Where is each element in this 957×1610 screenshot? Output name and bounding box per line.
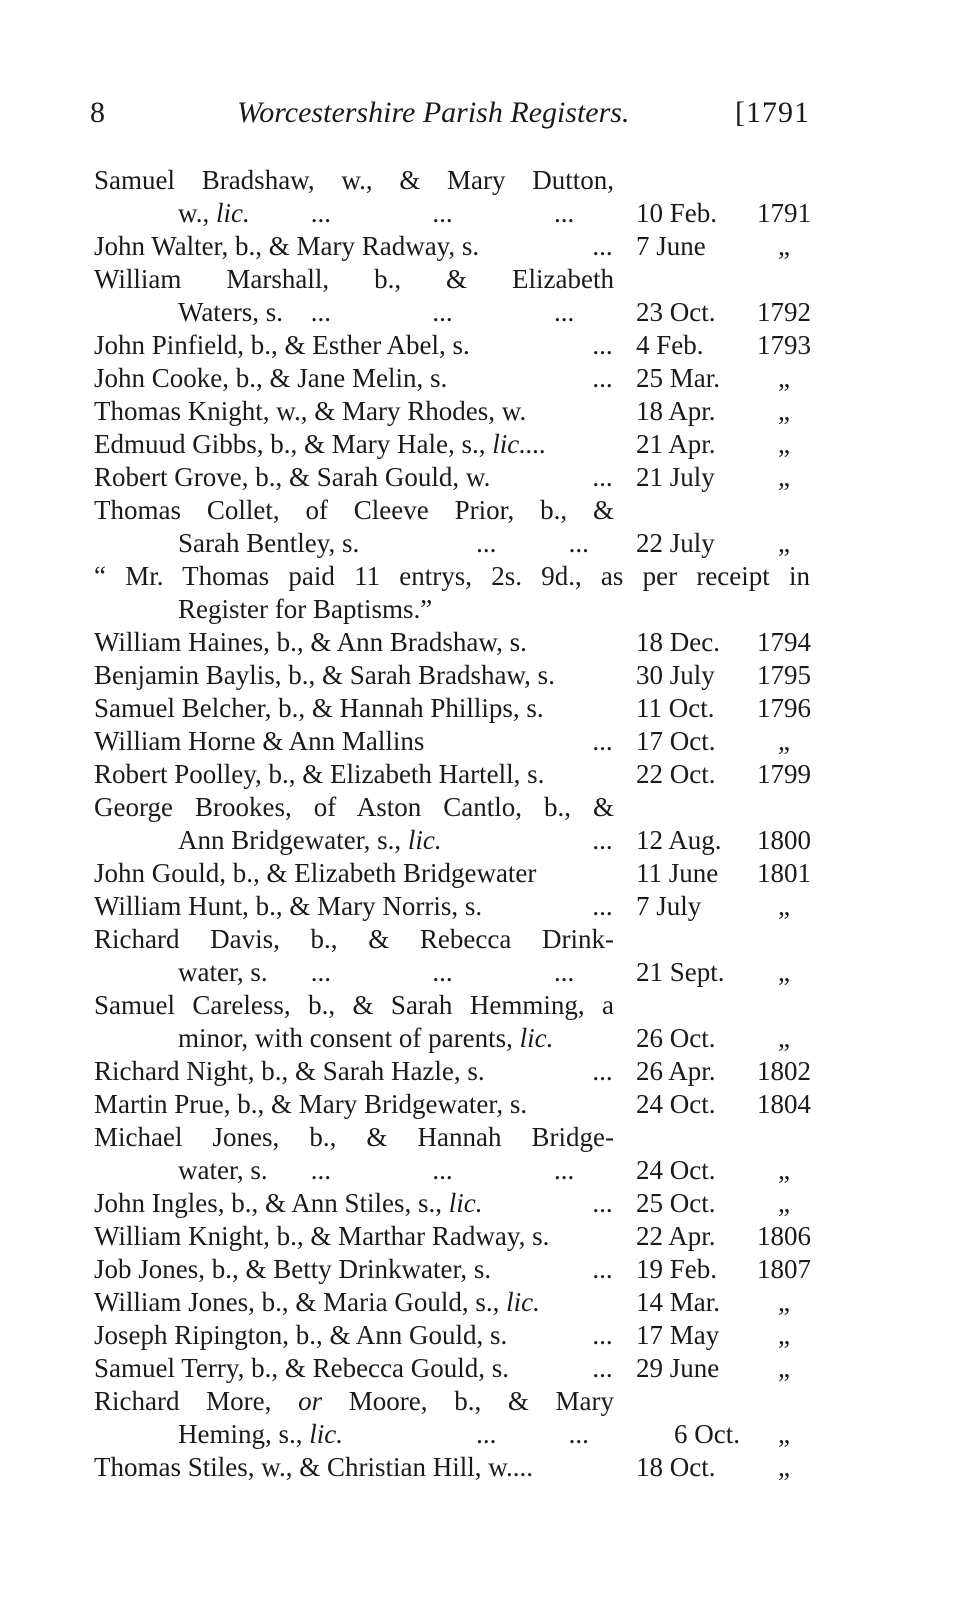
- entry-line: [0, 1252, 957, 1286]
- entry-line: [0, 757, 957, 791]
- entry-date: 25 Mar.: [636, 363, 720, 393]
- entry-names: Richard Davis, b., & Rebecca Drink-: [94, 924, 614, 954]
- entry-line: [0, 229, 957, 263]
- entry-line: [0, 1219, 957, 1253]
- entry-date: 11 Oct.: [636, 693, 715, 723]
- entry-year: 1791: [757, 198, 811, 228]
- entry-names: William Horne & Ann Mallins: [94, 726, 425, 756]
- entry-line: [0, 823, 957, 857]
- entry-names: Edmuud Gibbs, b., & Mary Hale, s., lic....: [94, 429, 547, 459]
- entry-year: „: [778, 1452, 790, 1482]
- entry-names: Samuel Belcher, b., & Hannah Phillips, s.: [94, 693, 544, 723]
- entry-date: 18 Dec.: [636, 627, 720, 657]
- leader-dots: ...: [592, 1188, 613, 1218]
- entry-date: 19 Feb.: [636, 1254, 717, 1284]
- entry-year: „: [778, 462, 790, 492]
- entry-date: 7 June: [636, 231, 706, 261]
- running-title: Worcestershire Parish Registers.: [237, 96, 630, 129]
- leader-dots: ...: [592, 1254, 613, 1284]
- entry-year: „: [778, 1155, 790, 1185]
- entry-names-cont: Ann Bridgewater, s., lic.: [178, 825, 442, 855]
- entry-date: 18 Apr.: [636, 396, 716, 426]
- entry-year: „: [778, 1287, 790, 1317]
- entry-names: William Marshall, b., & Elizabeth: [94, 264, 614, 294]
- entry-names: William Jones, b., & Maria Gould, s., lic.: [94, 1287, 540, 1317]
- leader-dots: ...: [592, 726, 613, 756]
- entry-year: 1793: [757, 330, 811, 360]
- entry-names: Job Jones, b., & Betty Drinkwater, s.: [94, 1254, 492, 1284]
- entry-date: 22 July: [636, 528, 715, 558]
- leader-dots: ... ... ...: [310, 957, 575, 987]
- entry-names-cont: Waters, s.: [178, 297, 284, 327]
- entry-line: [0, 724, 957, 758]
- leader-dots: ...: [592, 462, 613, 492]
- entry-year: „: [778, 1188, 790, 1218]
- entry-line: [0, 163, 957, 197]
- entry-line: [0, 295, 957, 329]
- entry-names: Richard Night, b., & Sarah Hazle, s.: [94, 1056, 485, 1086]
- entry-year: „: [778, 528, 790, 558]
- entry-line: [0, 526, 957, 560]
- entry-names: John Cooke, b., & Jane Melin, s.: [94, 363, 448, 393]
- entry-line: [0, 1285, 957, 1319]
- entry-names: Joseph Ripington, b., & Ann Gould, s.: [94, 1320, 508, 1350]
- entry-line: [0, 1054, 957, 1088]
- entry-line: [0, 889, 957, 923]
- leader-dots: ... ...: [476, 1419, 589, 1449]
- leader-dots: ... ... ...: [310, 198, 575, 228]
- entry-date: 24 Oct.: [636, 1155, 716, 1185]
- entry-date: 4 Feb.: [636, 330, 704, 360]
- entry-line: [0, 1351, 957, 1385]
- entry-date: 17 May: [636, 1320, 720, 1350]
- entry-names-cont: Sarah Bentley, s.: [178, 528, 360, 558]
- entry-names: Benjamin Baylis, b., & Sarah Bradshaw, s.: [94, 660, 555, 690]
- entry-names: Samuel Careless, b., & Sarah Hemming, a: [94, 990, 614, 1020]
- entry-year: 1807: [757, 1254, 811, 1284]
- entry-year: 1806: [757, 1221, 811, 1251]
- leader-dots: ... ...: [476, 528, 589, 558]
- entry-date: 21 Sept.: [636, 957, 725, 987]
- entry-year: „: [778, 1320, 790, 1350]
- entry-names: Thomas Stiles, w., & Christian Hill, w....: [94, 1452, 533, 1482]
- entry-year: 1796: [757, 693, 811, 723]
- entry-year: 1799: [757, 759, 811, 789]
- entry-year: 1792: [757, 297, 811, 327]
- entry-line: [0, 1120, 957, 1154]
- entry-date: 11 June: [636, 858, 719, 888]
- entry-names: Samuel Terry, b., & Rebecca Gould, s.: [94, 1353, 510, 1383]
- entry-date: 29 June: [636, 1353, 720, 1383]
- leader-dots: ...: [592, 330, 613, 360]
- entry-line: [0, 460, 957, 494]
- leader-dots: ...: [592, 1056, 613, 1086]
- entry-date: 25 Oct.: [636, 1188, 716, 1218]
- leader-dots: ...: [592, 1320, 613, 1350]
- entry-line: [0, 427, 957, 461]
- entry-year: „: [778, 1023, 790, 1053]
- note-line: [0, 592, 957, 626]
- entry-names-cont: water, s.: [178, 1155, 268, 1185]
- entry-year: „: [778, 957, 790, 987]
- entry-line: [0, 988, 957, 1022]
- entry-names-cont: Heming, s., lic.: [178, 1419, 343, 1449]
- entry-line: [0, 262, 957, 296]
- entry-names-cont: w., lic.: [178, 198, 250, 228]
- entry-names: Samuel Bradshaw, w., & Mary Dutton,: [94, 165, 614, 195]
- entry-names: Robert Grove, b., & Sarah Gould, w.: [94, 462, 491, 492]
- entry-year: 1795: [757, 660, 811, 690]
- entry-year: 1801: [757, 858, 811, 888]
- entry-names: William Haines, b., & Ann Bradshaw, s.: [94, 627, 527, 657]
- page-number: 8: [90, 96, 105, 129]
- entry-line: [0, 1153, 957, 1187]
- entry-line: [0, 691, 957, 725]
- entry-year: „: [778, 231, 790, 261]
- entry-line: [0, 328, 957, 362]
- entry-date: 22 Oct.: [636, 759, 716, 789]
- entry-line: [0, 1450, 957, 1484]
- entry-names: William Knight, b., & Marthar Radway, s.: [94, 1221, 550, 1251]
- entry-names: Richard More, or Moore, b., & Mary: [94, 1386, 615, 1416]
- entry-names: Thomas Knight, w., & Mary Rhodes, w.: [94, 396, 527, 426]
- entry-line: [0, 790, 957, 824]
- entry-line: [0, 625, 957, 659]
- entry-line: [0, 361, 957, 395]
- leader-dots: ... ... ...: [310, 1155, 575, 1185]
- entry-year: „: [778, 726, 790, 756]
- entry-date: 12 Aug.: [636, 825, 722, 855]
- leader-dots: ...: [592, 1353, 613, 1383]
- entry-line: [0, 1087, 957, 1121]
- register-note-cont: Register for Baptisms.”: [178, 594, 433, 624]
- leader-dots: ...: [592, 231, 613, 261]
- entry-year: „: [778, 363, 790, 393]
- entry-line: [0, 1417, 957, 1451]
- entry-names: George Brookes, of Aston Cantlo, b., &: [94, 792, 614, 822]
- entry-date: 18 Oct.: [636, 1452, 716, 1482]
- entry-date: 24 Oct.: [636, 1089, 716, 1119]
- leader-dots: ...: [592, 825, 613, 855]
- entry-date: 6 Oct.: [674, 1419, 740, 1449]
- entry-names: Robert Poolley, b., & Elizabeth Hartell, s.: [94, 759, 545, 789]
- entry-year: „: [778, 891, 790, 921]
- entry-names: Martin Prue, b., & Mary Bridgewater, s.: [94, 1089, 528, 1119]
- entry-date: 26 Oct.: [636, 1023, 716, 1053]
- entry-names: John Walter, b., & Mary Radway, s.: [94, 231, 480, 261]
- note-line: [0, 559, 957, 593]
- entry-names: Michael Jones, b., & Hannah Bridge-: [94, 1122, 614, 1152]
- entry-date: 22 Apr.: [636, 1221, 716, 1251]
- entry-line: [0, 856, 957, 890]
- entry-names: John Pinfield, b., & Esther Abel, s.: [94, 330, 470, 360]
- register-note: “ Mr. Thomas paid 11 entrys, 2s. 9d., as per receipt in: [94, 561, 810, 591]
- entry-year: „: [778, 1419, 790, 1449]
- entry-line: [0, 493, 957, 527]
- entry-year: 1800: [757, 825, 811, 855]
- entry-line: [0, 394, 957, 428]
- entry-date: 21 July: [636, 462, 715, 492]
- entry-year: „: [778, 1353, 790, 1383]
- entry-year: „: [778, 396, 790, 426]
- leader-dots: ...: [592, 891, 613, 921]
- entry-line: [0, 1186, 957, 1220]
- entry-line: [0, 1021, 957, 1055]
- entry-date: 7 July: [636, 891, 702, 921]
- entry-date: 26 Apr.: [636, 1056, 716, 1086]
- entry-year: 1802: [757, 1056, 811, 1086]
- entry-names: John Ingles, b., & Ann Stiles, s., lic.: [94, 1188, 483, 1218]
- entry-names-cont: water, s.: [178, 957, 268, 987]
- entry-line: [0, 658, 957, 692]
- entry-names: John Gould, b., & Elizabeth Bridgewater: [94, 858, 537, 888]
- entry-line: [0, 955, 957, 989]
- entry-line: [0, 922, 957, 956]
- leader-dots: ... ... ...: [310, 297, 575, 327]
- entry-date: 10 Feb.: [636, 198, 717, 228]
- entry-year: 1794: [757, 627, 811, 657]
- entry-date: 21 Apr.: [636, 429, 716, 459]
- entry-date: 17 Oct.: [636, 726, 716, 756]
- page-header: [90, 96, 840, 140]
- entry-line: [0, 1318, 957, 1352]
- entry-line: [0, 1384, 957, 1418]
- header-year: [1791: [735, 96, 810, 129]
- entry-names: William Hunt, b., & Mary Norris, s.: [94, 891, 483, 921]
- entry-year: „: [778, 429, 790, 459]
- entry-names-cont: minor, with consent of parents, lic.: [178, 1023, 554, 1053]
- entry-date: 14 Mar.: [636, 1287, 720, 1317]
- entry-date: 23 Oct.: [636, 297, 716, 327]
- entry-date: 30 July: [636, 660, 715, 690]
- entry-names: Thomas Collet, of Cleeve Prior, b., &: [94, 495, 614, 525]
- entry-line: [0, 196, 957, 230]
- entry-year: 1804: [757, 1089, 811, 1119]
- leader-dots: ...: [592, 363, 613, 393]
